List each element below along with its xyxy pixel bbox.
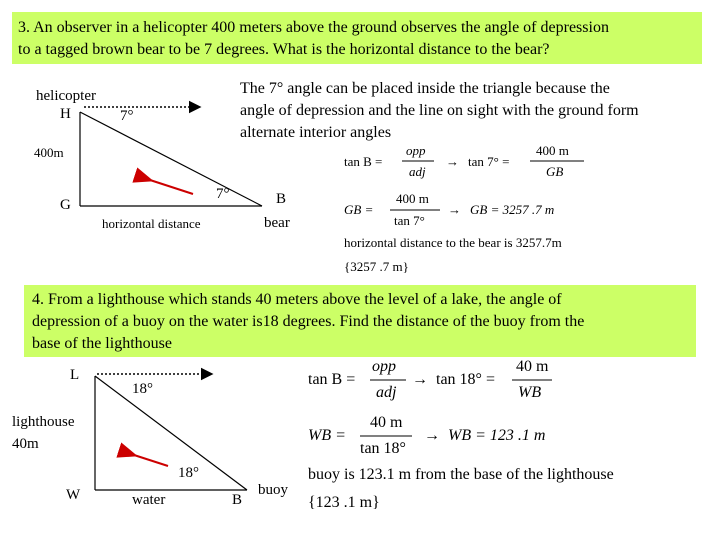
p3-eq1-mid: tan 7° = xyxy=(468,154,510,169)
triangle-3 xyxy=(80,107,262,206)
label-vertex-b-3: B xyxy=(276,191,287,207)
label-vertex-h: H xyxy=(60,106,71,122)
p4-eq1-num2: 40 m xyxy=(516,358,549,375)
p4-eq2-lhs: WB = xyxy=(308,427,346,444)
problem-4-text: 4. From a lighthouse which stands 40 meters above the level of a lake, the angle of depression of a buoy on the water is18 degrees. Find the distance of the buoy from the base of the lighthouse xyxy=(32,291,585,352)
p3-eq1-num2: 400 m xyxy=(536,143,569,158)
problem-3-explanation: The 7° angle can be placed inside the triangle because the angle of depression and the line on sight with the ground form alternate interior angles xyxy=(240,80,639,141)
p3-eq2-num: 400 m xyxy=(396,191,429,206)
problem-4-statement-box xyxy=(24,285,696,357)
p3-eq2-rhs: GB = 3257 .7 m xyxy=(470,202,555,217)
p4-eq1-num: opp xyxy=(372,358,396,375)
p3-eq1-den: adj xyxy=(409,164,426,179)
p3-eq2-den: tan 7° xyxy=(394,213,425,228)
p3-eq2-lhs: GB = xyxy=(344,202,374,217)
label-lighthouse: lighthouse xyxy=(12,414,75,430)
label-helicopter: helicopter xyxy=(36,88,96,104)
triangle-4 xyxy=(95,374,247,490)
tri3-hypotenuse xyxy=(80,112,262,206)
label-angle-top-4: 18° xyxy=(132,381,153,397)
p4-eq1-lhs: tan B = xyxy=(308,371,356,388)
p3-eq1-lhs: tan B = xyxy=(344,154,383,169)
tri4-red-arrow xyxy=(134,455,168,466)
problem-3-text: 3. An observer in a helicopter 400 meters above the ground observes the angle of depression to a tagged brown bear to be 7 degrees. What is the horizontal distance to the bear? xyxy=(18,19,609,58)
p4-answer-set: {123 .1 m} xyxy=(308,494,380,511)
label-horizontal-distance: horizontal distance xyxy=(102,216,201,231)
label-bear: bear xyxy=(264,215,290,231)
label-vertex-g: G xyxy=(60,197,71,213)
label-water: water xyxy=(132,492,166,508)
label-height-4: 40m xyxy=(12,436,39,452)
p4-eq2-den: tan 18° xyxy=(360,440,406,457)
label-angle-bottom-4: 18° xyxy=(178,465,199,481)
label-angle-top-3: 7° xyxy=(120,108,134,124)
p4-eq1-den: adj xyxy=(376,384,397,401)
p4-eq1-mid: tan 18° = xyxy=(436,371,495,388)
tri4-hypotenuse xyxy=(95,376,247,490)
label-vertex-w: W xyxy=(66,487,81,503)
p3-eq1-den2: GB xyxy=(546,164,564,179)
p4-eq2-num: 40 m xyxy=(370,414,403,431)
p3-eq1-arrow: → xyxy=(446,154,459,169)
tri3-red-arrow xyxy=(150,180,193,194)
label-vertex-l: L xyxy=(70,367,80,383)
p4-eq2-rhs: WB = 123 .1 m xyxy=(448,427,546,444)
p4-eq2-arrow: → xyxy=(424,427,440,444)
p4-answer-text: buoy is 123.1 m from the base of the lighthouse xyxy=(308,466,614,483)
label-vertex-b-4: B xyxy=(232,492,243,508)
label-angle-bottom-3: 7° xyxy=(216,186,230,202)
p4-eq1-arrow: → xyxy=(412,371,428,388)
p3-answer-set: {3257 .7 m} xyxy=(344,259,409,274)
p3-eq2-arrow: → xyxy=(448,202,461,217)
label-buoy: buoy xyxy=(258,482,288,498)
p3-eq1-num: opp xyxy=(406,143,426,158)
label-height-3: 400m xyxy=(34,145,64,160)
p4-eq1-den2: WB xyxy=(518,384,542,401)
p3-answer-text: horizontal distance to the bear is 3257.7m xyxy=(344,235,562,250)
